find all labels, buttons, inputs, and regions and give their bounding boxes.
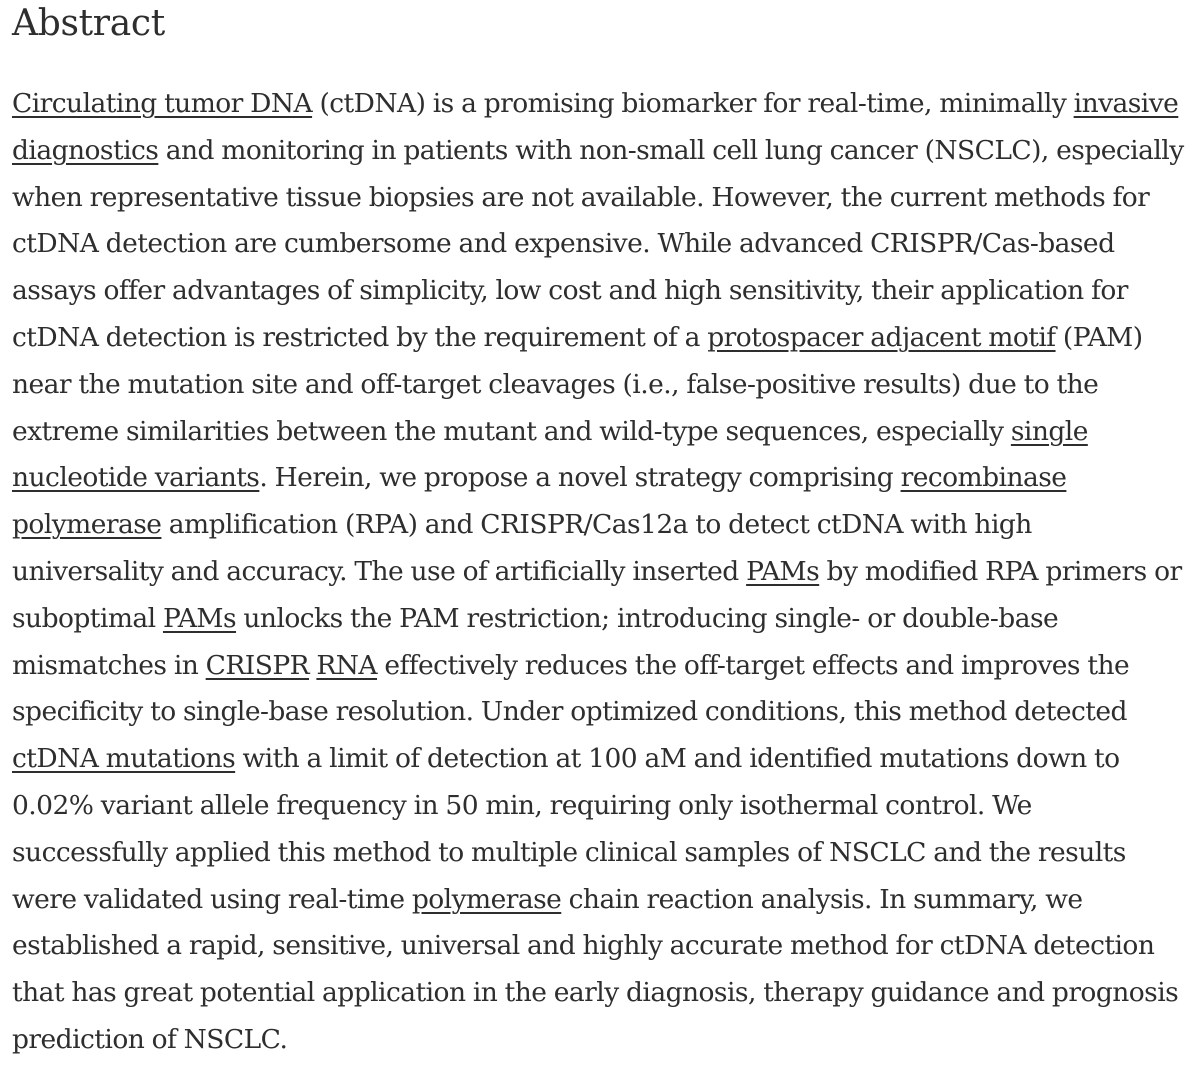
abstract-text: (PAM) near the mutation site and off-target cleavages (i.e., false-positive results) due to the extreme similarities between the mutant and wild-type sequences, especially xyxy=(12,321,1143,447)
abstract-text: (ctDNA) is a promising biomarker for real-time, minimally xyxy=(312,88,1074,119)
link-polymerase-pcr[interactable]: polymerase xyxy=(411,883,562,915)
abstract-heading: Abstract xyxy=(12,3,165,44)
abstract-text: chain reaction analysis. In summary, we established a rapid, sensitive, universal and highly accurate method for ctDNA detection that has great potential application in the early diagnosis, therapy guidance and prognosis prediction of NSCLC. xyxy=(12,883,1179,1055)
abstract-text: and monitoring in patients with non-small cell lung cancer (NSCLC), especially when representative tissue biopsies are not available. However, the current methods for ctDNA detection are cumbersome and expensive. While advanced CRISPR/Cas-based assays offer advantages of simplicity, low cost and high sensitivity, their application for ctDNA detection is restricted by the requirement of a xyxy=(12,134,1184,353)
link-single-nucleotide-variants[interactable]: single nucleotide variants xyxy=(12,415,1088,494)
abstract-text: by modified RPA primers or suboptimal xyxy=(12,555,1182,634)
link-circulating-tumor-dna[interactable]: Circulating tumor DNA xyxy=(12,88,313,119)
link-pams-suboptimal[interactable]: PAMs xyxy=(162,602,237,634)
link-rna[interactable]: RNA xyxy=(316,649,378,681)
link-crispr[interactable]: CRISPR xyxy=(205,649,310,681)
link-pams[interactable]: PAMs xyxy=(746,555,820,587)
link-recombinase[interactable]: recombinase xyxy=(900,462,1067,494)
link-protospacer-adjacent-motif[interactable]: protospacer adjacent motif xyxy=(707,321,1056,353)
abstract-text: effectively reduces the off-target effects and improves the specificity to single-base resolution. Under optimized conditions, this method detected xyxy=(12,649,1130,728)
abstract-text: unlocks the PAM restriction; introducing single- or double-base mismatches in xyxy=(12,602,1059,681)
link-invasive-diagnostics[interactable]: invasive diagnostics xyxy=(12,88,1179,166)
link-ctdna-mutations[interactable]: ctDNA mutations xyxy=(12,743,236,775)
abstract-text: with a limit of detection at 100 aM and identified mutations down to 0.02% variant allele frequency in 50 min, requiring only isothermal control. We successfully applied this method to multiple clinical samples of NSCLC and the results were validated using real-time xyxy=(12,743,1126,915)
abstract-text: amplification (RPA) and CRISPR/Cas12a to detect ctDNA with high universality and accuracy. The use of artificially inserted xyxy=(12,509,1032,587)
abstract-body xyxy=(12,81,1188,1064)
link-polymerase[interactable]: polymerase xyxy=(12,509,162,541)
abstract-text: . Herein, we propose a novel strategy comprising xyxy=(259,462,901,494)
